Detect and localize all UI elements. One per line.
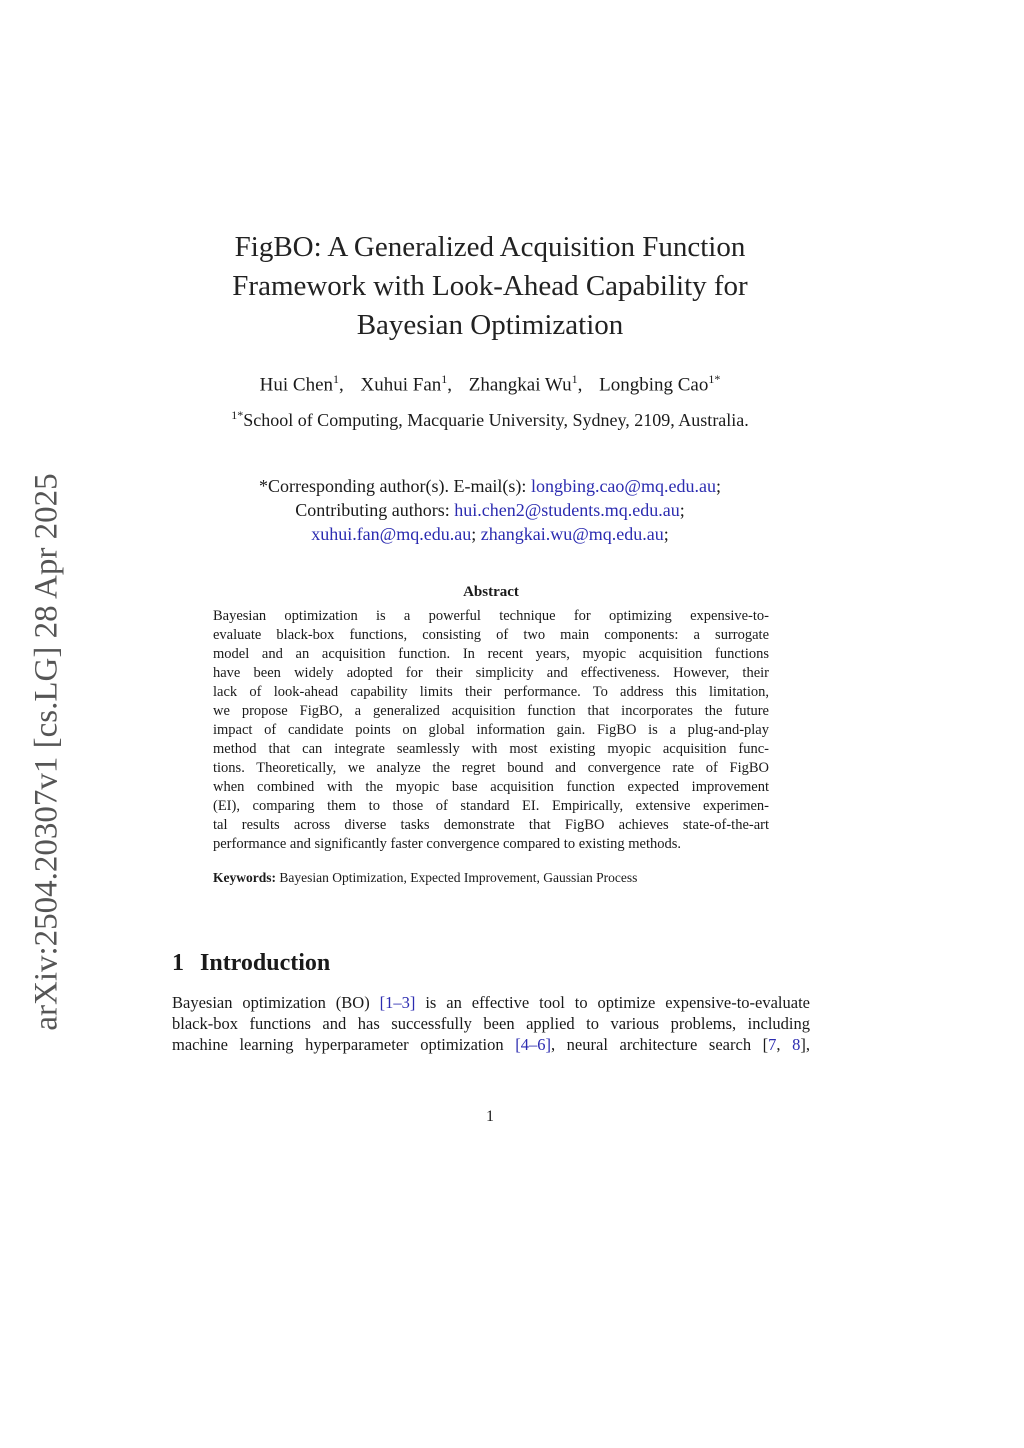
corresponding-author-line — [160, 474, 820, 498]
abstract-line: method that can integrate seamlessly with most existing myopic acquisition func- — [213, 741, 769, 757]
section-title: Introduction — [200, 950, 331, 976]
abstract-line: model and an acquisition function. In recent years, myopic acquisition functions — [213, 646, 769, 662]
affiliation-sup: 1* — [231, 408, 244, 422]
abstract-body — [213, 607, 769, 854]
abstract-line: performance and significantly faster convergence compared to existing methods. — [213, 836, 681, 852]
contrib-email-link[interactable]: xuhui.fan@mq.edu.au — [311, 524, 472, 544]
abstract-line: tions. Theoretically, we analyze the regret bound and convergence rate of FigBO — [213, 760, 769, 776]
intro-line — [172, 1034, 810, 1055]
abstract-line: Bayesian optimization is a powerful technique for optimizing expensive-to- — [213, 608, 769, 624]
arxiv-id: arXiv:2504.20307v1 [cs.LG] 28 Apr 2025 — [28, 473, 65, 1031]
author-sup: 1* — [708, 372, 721, 386]
section-number: 1 — [172, 950, 184, 976]
abstract-line: have been widely adopted for their simplicity and effectiveness. However, their — [213, 665, 769, 681]
affiliation-text: School of Computing, Macquarie University, Sydney, 2109, Australia. — [243, 410, 749, 430]
contributing-authors-line-2 — [160, 522, 820, 546]
corr-prefix: *Corresponding author(s). E-mail(s): — [258, 476, 531, 496]
abstract-line: when combined with the myopic base acquisition function expected improvement — [213, 779, 769, 795]
contrib-email-link[interactable]: zhangkai.wu@mq.edu.au — [480, 524, 664, 544]
abstract-line: tal results across diverse tasks demonstrate that FigBO achieves state-of-the-art — [213, 817, 769, 833]
intro-line — [172, 992, 810, 1013]
author-name: Xuhui Fan — [360, 374, 442, 396]
keywords-text: Bayesian Optimization, Expected Improvement, Gaussian Process — [276, 870, 638, 885]
title-line: Framework with Look-Ahead Capability for — [232, 270, 748, 302]
page-number: 1 — [486, 1108, 494, 1125]
intro-paragraph — [172, 992, 810, 1055]
citation-link[interactable]: [1–3] — [379, 993, 416, 1012]
abstract-line: lack of look-ahead capability limits their performance. To address this limitation, — [213, 684, 769, 700]
keywords — [213, 870, 769, 886]
intro-line: black-box functions and has successfully been applied to various problems, including — [172, 1014, 810, 1033]
abstract-line: impact of candidate points on global information gain. FigBO is a plug-and-play — [213, 722, 769, 738]
affiliation — [160, 408, 820, 431]
correspondence-block — [160, 474, 820, 546]
abstract-line: we propose FigBO, a generalized acquisition function that incorporates the future — [213, 703, 769, 719]
author-name: Zhangkai Wu — [468, 374, 572, 396]
author-name: Hui Chen — [259, 374, 333, 396]
citation-link[interactable]: [4–6] — [515, 1035, 551, 1054]
separator: ; — [663, 524, 669, 544]
abstract-heading: Abstract — [463, 584, 519, 600]
separator: ; — [471, 524, 481, 544]
separator: ; — [715, 476, 721, 496]
author-sup: 1 — [333, 372, 339, 386]
title-line: FigBO: A Generalized Acquisition Function — [234, 231, 746, 263]
intro-text: Bayesian optimization (BO) — [172, 993, 380, 1012]
abstract-line: (EI), comparing them to those of standard EI. Empirically, extensive experimen- — [213, 798, 769, 814]
citation-link[interactable]: 7 — [768, 1035, 777, 1054]
intro-text: machine learning hyperparameter optimization — [172, 1035, 516, 1054]
abstract-line: evaluate black-box functions, consisting of two main components: a surrogate — [213, 627, 769, 643]
corr-email-link[interactable]: longbing.cao@mq.edu.au — [530, 476, 716, 496]
keywords-label: Keywords: — [213, 870, 276, 885]
contrib-email-link[interactable]: hui.chen2@students.mq.edu.au — [454, 500, 680, 520]
author-sup: 1 — [441, 372, 448, 386]
intro-text: , neural architecture search — [550, 1035, 763, 1054]
author-list: Hui Chen$^1$, Xuhui Fan$^1$, Zhangkai Wu$^1$, Longbing Cao$^{1*}$ — [259, 372, 721, 396]
separator: ; — [679, 500, 685, 520]
citation-link[interactable]: 8 — [792, 1035, 801, 1054]
bracket: ], — [800, 1035, 810, 1054]
contrib-prefix: Contributing authors: — [295, 500, 455, 520]
paper-title — [180, 228, 800, 345]
bracket: [ — [762, 1035, 769, 1054]
separator: , — [776, 1035, 793, 1054]
title-line: Bayesian Optimization — [356, 309, 624, 341]
contributing-authors-line — [160, 498, 820, 522]
author-sup: 1 — [571, 372, 578, 386]
author-name: Longbing Cao — [599, 374, 709, 396]
intro-text: is an effective tool to optimize expensive-to-evaluate — [415, 993, 810, 1012]
section-heading — [172, 950, 330, 977]
